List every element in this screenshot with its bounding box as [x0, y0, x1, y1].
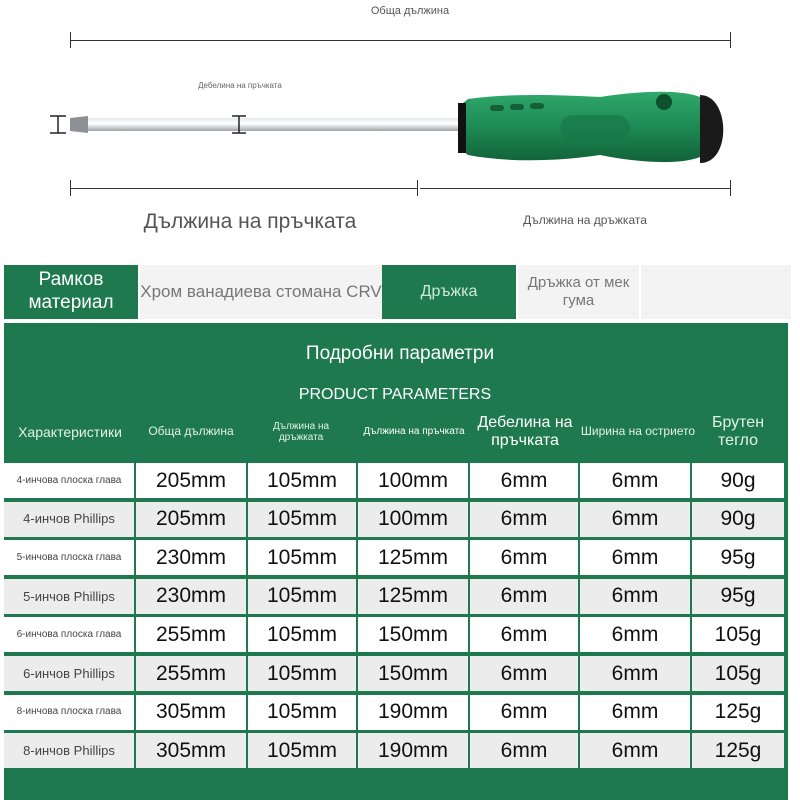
cell-thickness: 6mm: [470, 540, 578, 575]
cell-handle: 105mm: [248, 733, 356, 768]
cell-total: 205mm: [136, 463, 246, 498]
table-row: [4, 501, 788, 537]
cell-total: 305mm: [136, 695, 246, 730]
cell-name: 4-инчов Phillips: [4, 502, 134, 537]
cell-shaft: 100mm: [358, 502, 468, 537]
header-tip-width: Ширина на острието: [580, 424, 696, 439]
handle-material-label: Дръжка: [382, 265, 516, 319]
table-row: [4, 616, 788, 652]
cell-thickness: 6mm: [470, 579, 578, 614]
handle-length-label: Дължина на дръжката: [523, 213, 647, 227]
cell-tip: 6mm: [580, 656, 690, 691]
cell-weight: 95g: [692, 579, 784, 614]
cell-handle: 105mm: [248, 579, 356, 614]
cell-shaft: 100mm: [358, 463, 468, 498]
screwdriver-illustration: [40, 85, 740, 180]
cell-weight: 105g: [692, 656, 784, 691]
header-total-length: Обща дължина: [148, 424, 234, 439]
material-strip: [4, 265, 791, 319]
cell-handle: 105mm: [248, 540, 356, 575]
cell-thickness: 6mm: [470, 656, 578, 691]
cell-name: 6-инчов Phillips: [4, 656, 134, 691]
cell-handle: 105mm: [248, 695, 356, 730]
total-length-line: [70, 40, 730, 41]
table-row: [4, 578, 788, 614]
cell-total: 255mm: [136, 656, 246, 691]
cell-weight: 95g: [692, 540, 784, 575]
cell-weight: 90g: [692, 463, 784, 498]
header-spec: Характеристики: [18, 423, 122, 440]
cell-handle: 105mm: [248, 656, 356, 691]
table-row: [4, 462, 788, 498]
cell-handle: 105mm: [248, 463, 356, 498]
header-shaft-length: Дължина на пръчката: [363, 426, 465, 438]
cell-name: 4-инчова плоска глава: [4, 463, 134, 498]
cell-handle: 105mm: [248, 502, 356, 537]
cell-total: 305mm: [136, 733, 246, 768]
shaft-length-label: Дължина на пръчката: [143, 210, 357, 233]
cell-thickness: 6mm: [470, 695, 578, 730]
shaft-thickness-label: Дебелина на пръчката: [198, 81, 282, 90]
cell-tip: 6mm: [580, 579, 690, 614]
cell-weight: 125g: [692, 733, 784, 768]
shaft-length-line: [70, 188, 418, 189]
frame-material-label: Рамков материал: [4, 265, 138, 319]
cell-total: 255mm: [136, 617, 246, 652]
handle-length-line: [420, 188, 730, 189]
cell-shaft: 150mm: [358, 656, 468, 691]
cell-shaft: 190mm: [358, 695, 468, 730]
cell-weight: 105g: [692, 617, 784, 652]
cell-weight: 90g: [692, 502, 784, 537]
cell-name: 8-инчов Phillips: [4, 733, 134, 768]
table-subtitle: PRODUCT PARAMETERS: [298, 386, 492, 403]
table-title: Подробни параметри: [305, 343, 495, 364]
cell-shaft: 125mm: [358, 540, 468, 575]
total-length-label: Обща дължина: [370, 5, 450, 17]
table-row: [4, 694, 788, 730]
cell-thickness: 6mm: [470, 502, 578, 537]
cell-weight: 125g: [692, 695, 784, 730]
cell-thickness: 6mm: [470, 463, 578, 498]
handle-length-tick-right: [730, 180, 731, 196]
shaft-length-tick-left: [70, 180, 71, 196]
cell-total: 205mm: [136, 502, 246, 537]
cell-tip: 6mm: [580, 733, 690, 768]
total-length-tick-right: [730, 32, 731, 48]
total-length-tick-left: [70, 32, 71, 48]
handle-material-value: Дръжка от мек гума: [518, 265, 639, 319]
cell-shaft: 125mm: [358, 579, 468, 614]
table-row: [4, 655, 788, 691]
cell-tip: 6mm: [580, 540, 690, 575]
cell-total: 230mm: [136, 540, 246, 575]
header-handle-length: Дължина на дръжката: [272, 420, 330, 443]
cell-name: 8-инчова плоска глава: [4, 695, 134, 730]
cell-tip: 6mm: [580, 463, 690, 498]
frame-material-value: Хром ванадиева стомана CRV: [140, 265, 382, 319]
table-row: [4, 539, 788, 575]
cell-shaft: 190mm: [358, 733, 468, 768]
cell-tip: 6mm: [580, 502, 690, 537]
cell-name: 5-инчова плоска глава: [4, 540, 134, 575]
header-gross-weight: Брутен тегло: [711, 413, 765, 449]
table-row: [4, 732, 788, 768]
cell-name: 5-инчов Phillips: [4, 579, 134, 614]
cell-thickness: 6mm: [470, 733, 578, 768]
cell-thickness: 6mm: [470, 617, 578, 652]
shaft-length-tick-right: [417, 180, 418, 196]
header-shaft-thickness: Дебелина на пръчката: [477, 413, 573, 449]
material-strip-filler: [641, 265, 791, 319]
cell-tip: 6mm: [580, 695, 690, 730]
cell-handle: 105mm: [248, 617, 356, 652]
cell-shaft: 150mm: [358, 617, 468, 652]
cell-name: 6-инчова плоска глава: [4, 617, 134, 652]
cell-total: 230mm: [136, 579, 246, 614]
cell-tip: 6mm: [580, 617, 690, 652]
